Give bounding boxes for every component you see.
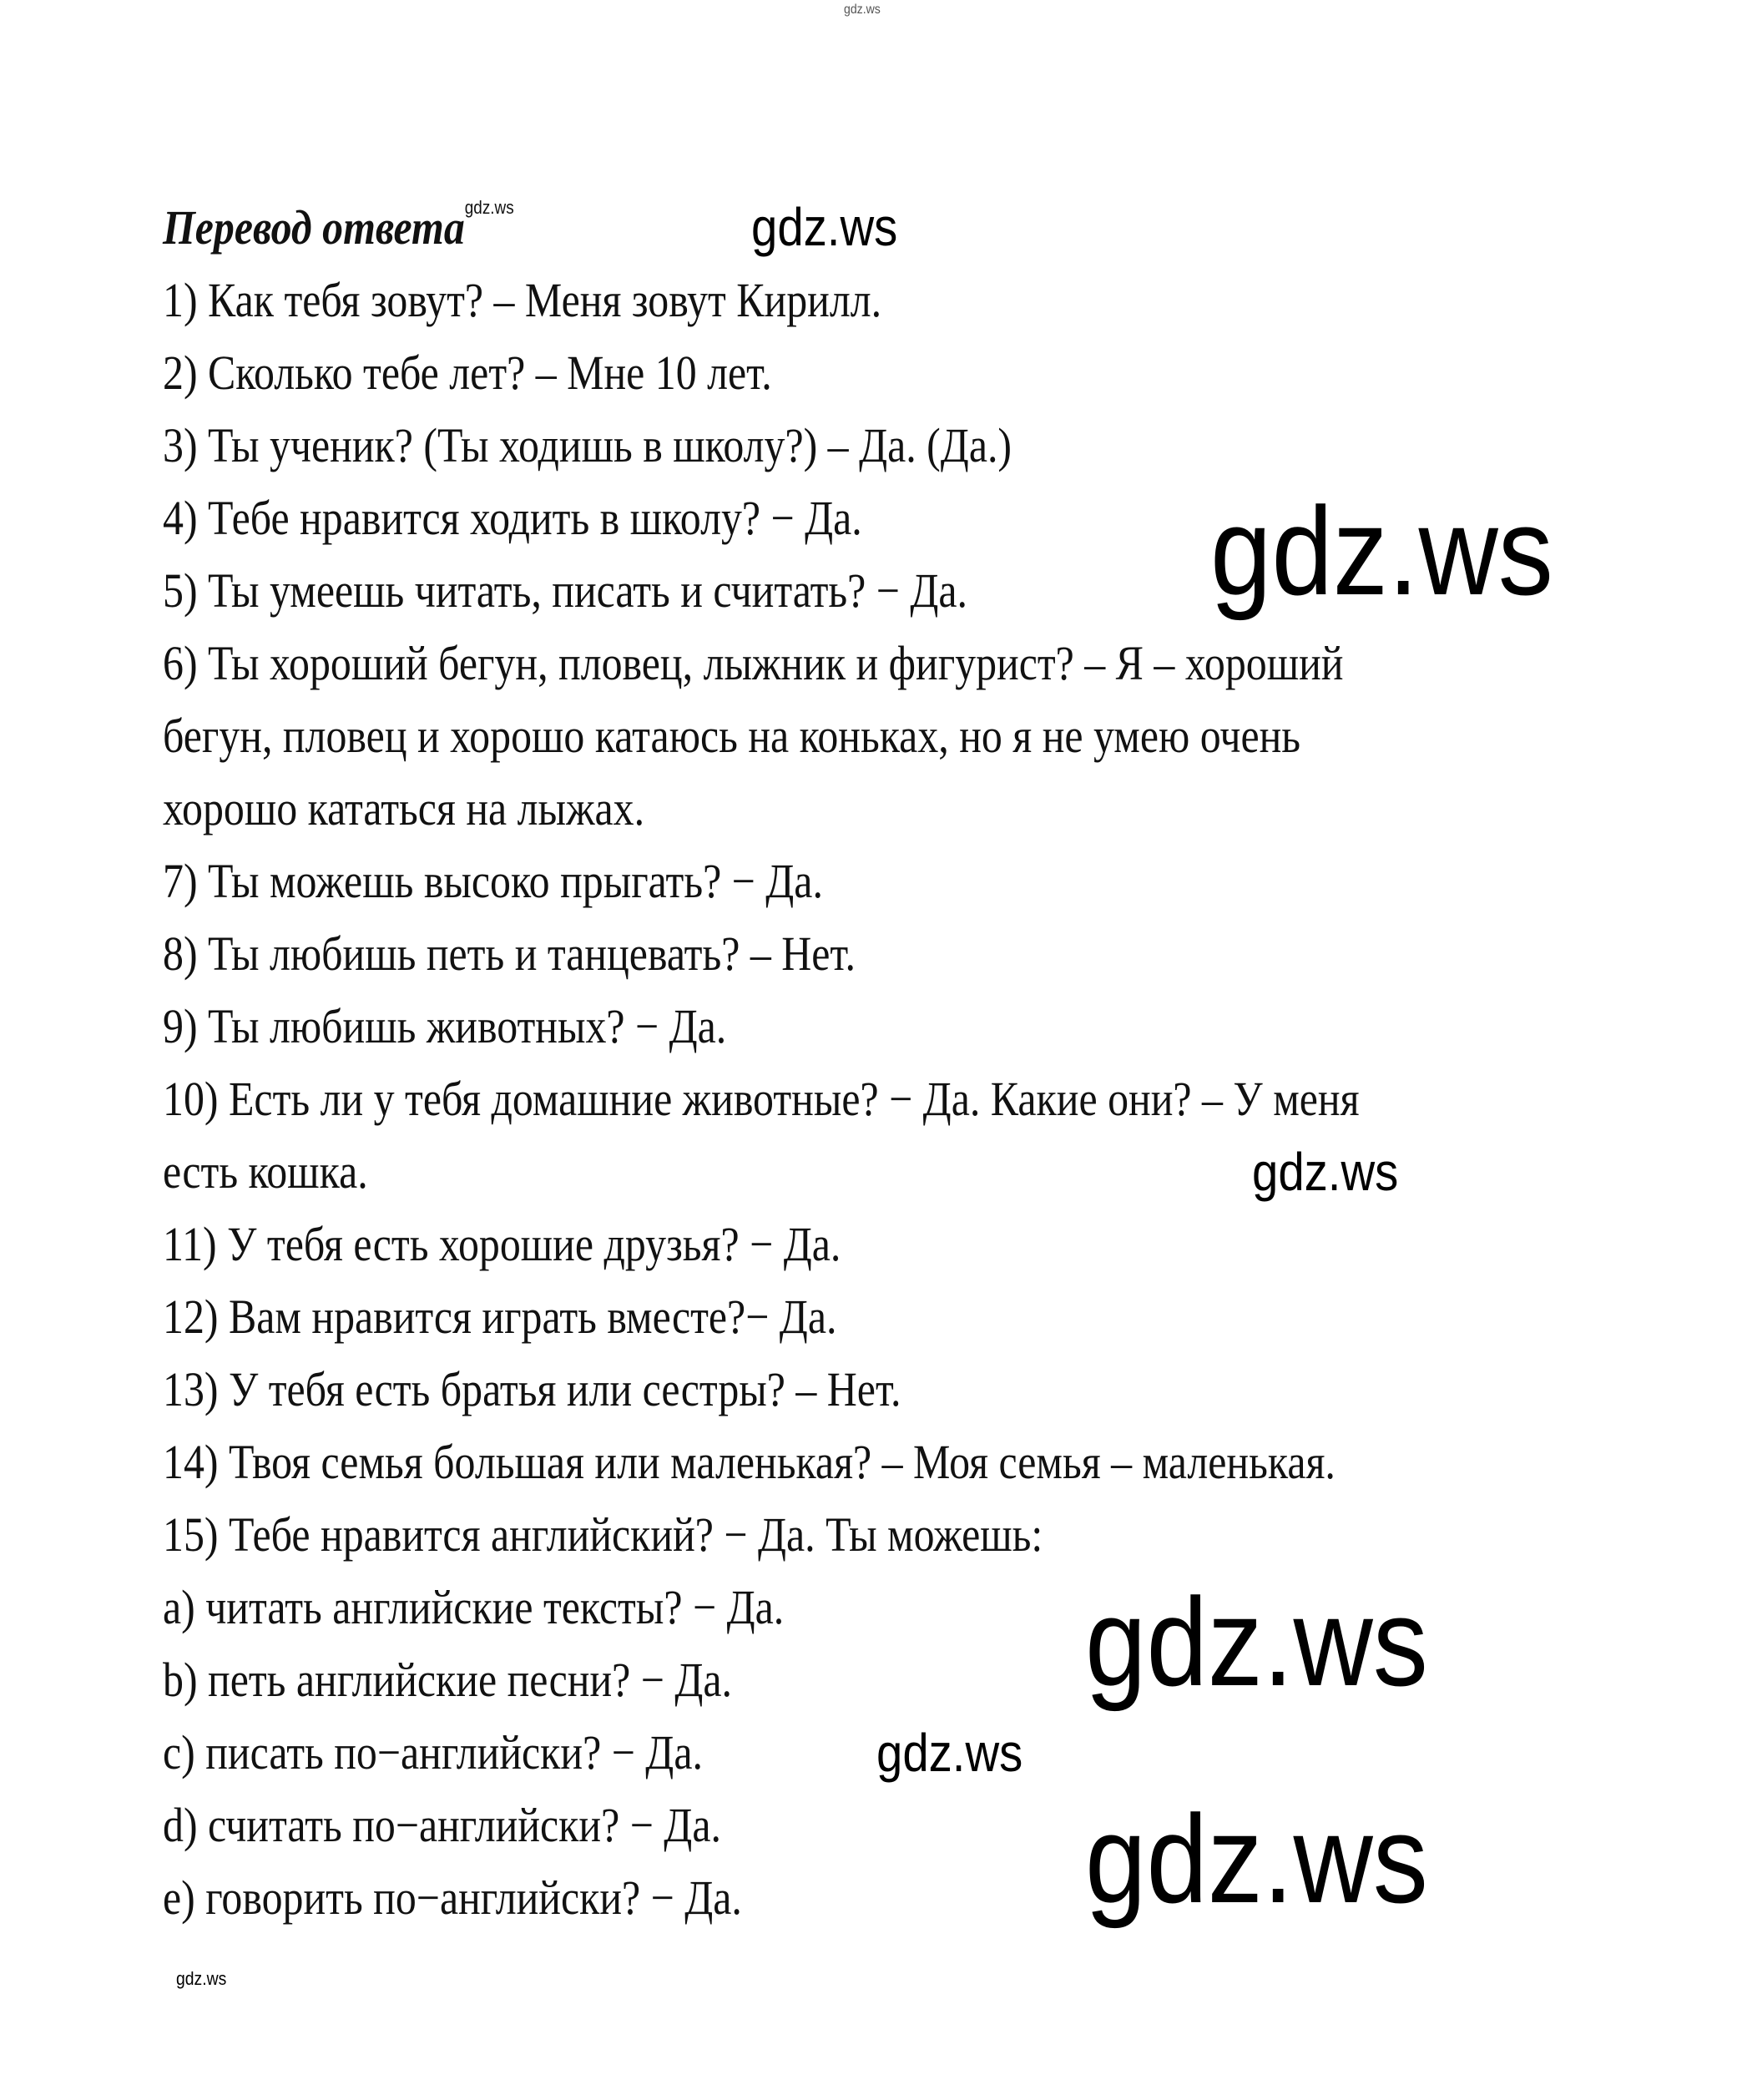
watermark: gdz.ws [1085,1572,1428,1712]
watermark: gdz.ws [176,1968,227,1989]
document-body [163,191,1707,1934]
answer-line: a) читать английские тексты? − Да. [163,1580,785,1634]
watermark: gdz.ws [1252,1142,1399,1202]
answer-line: 8) Ты любишь петь и танцевать? – Нет. [163,926,856,981]
answer-line: 5) Ты умеешь читать, писать и считать? − Да. [163,563,967,618]
answer-line: 6) Ты хороший бегун, пловец, лыжник и фигурист? – Я – хороший [163,636,1344,690]
answer-line: 3) Ты ученик? (Ты ходишь в школу?) – Да. (Да.) [163,418,1012,472]
answer-line: 15) Тебе нравится английский? − Да. Ты можешь: [163,1507,1043,1562]
watermark: gdz.ws [876,1723,1023,1783]
answer-line: 1) Как тебя зовут? – Меня зовут Кирилл. [163,273,882,327]
answer-line: 4) Тебе нравится ходить в школу? − Да. [163,491,862,545]
answer-line: бегун, пловец и хорошо катаюсь на коньках, но я не умею очень [163,709,1301,763]
watermark: gdz.ws [751,197,898,257]
answer-line: есть кошка. [163,1144,368,1199]
document-title [163,191,514,264]
answer-line: d) считать по−английски? − Да. [163,1798,721,1852]
watermark: gdz.ws [1210,481,1553,621]
title-text: Перевод ответа [163,200,465,255]
answer-line: 12) Вам нравится играть вместе?− Да. [163,1290,837,1344]
answer-line: e) говорить по−английски? − Да. [163,1870,742,1925]
answer-line: 2) Сколько тебе лет? – Мне 10 лет. [163,346,772,400]
answer-line: b) петь английские песни? − Да. [163,1653,733,1707]
watermark: gdz.ws [1085,1789,1428,1929]
answer-line: 11) У тебя есть хорошие друзья? − Да. [163,1217,841,1271]
answer-line: 7) Ты можешь высоко прыгать? − Да. [163,854,823,908]
answer-line: 10) Есть ли у тебя домашние животные? − Да. Какие они? – У меня [163,1072,1360,1126]
answer-line: 9) Ты любишь животных? − Да. [163,999,727,1053]
title-watermark: gdz.ws [464,197,514,218]
answer-line: 14) Твоя семья большая или маленькая? – Моя семья – маленькая. [163,1435,1336,1489]
answer-line: c) писать по−английски? − Да. [163,1725,703,1779]
watermark: gdz.ws [844,3,881,17]
answer-line: хорошо кататься на лыжах. [163,781,645,835]
answer-line: 13) У тебя есть братья или сестры? – Нет. [163,1362,901,1416]
